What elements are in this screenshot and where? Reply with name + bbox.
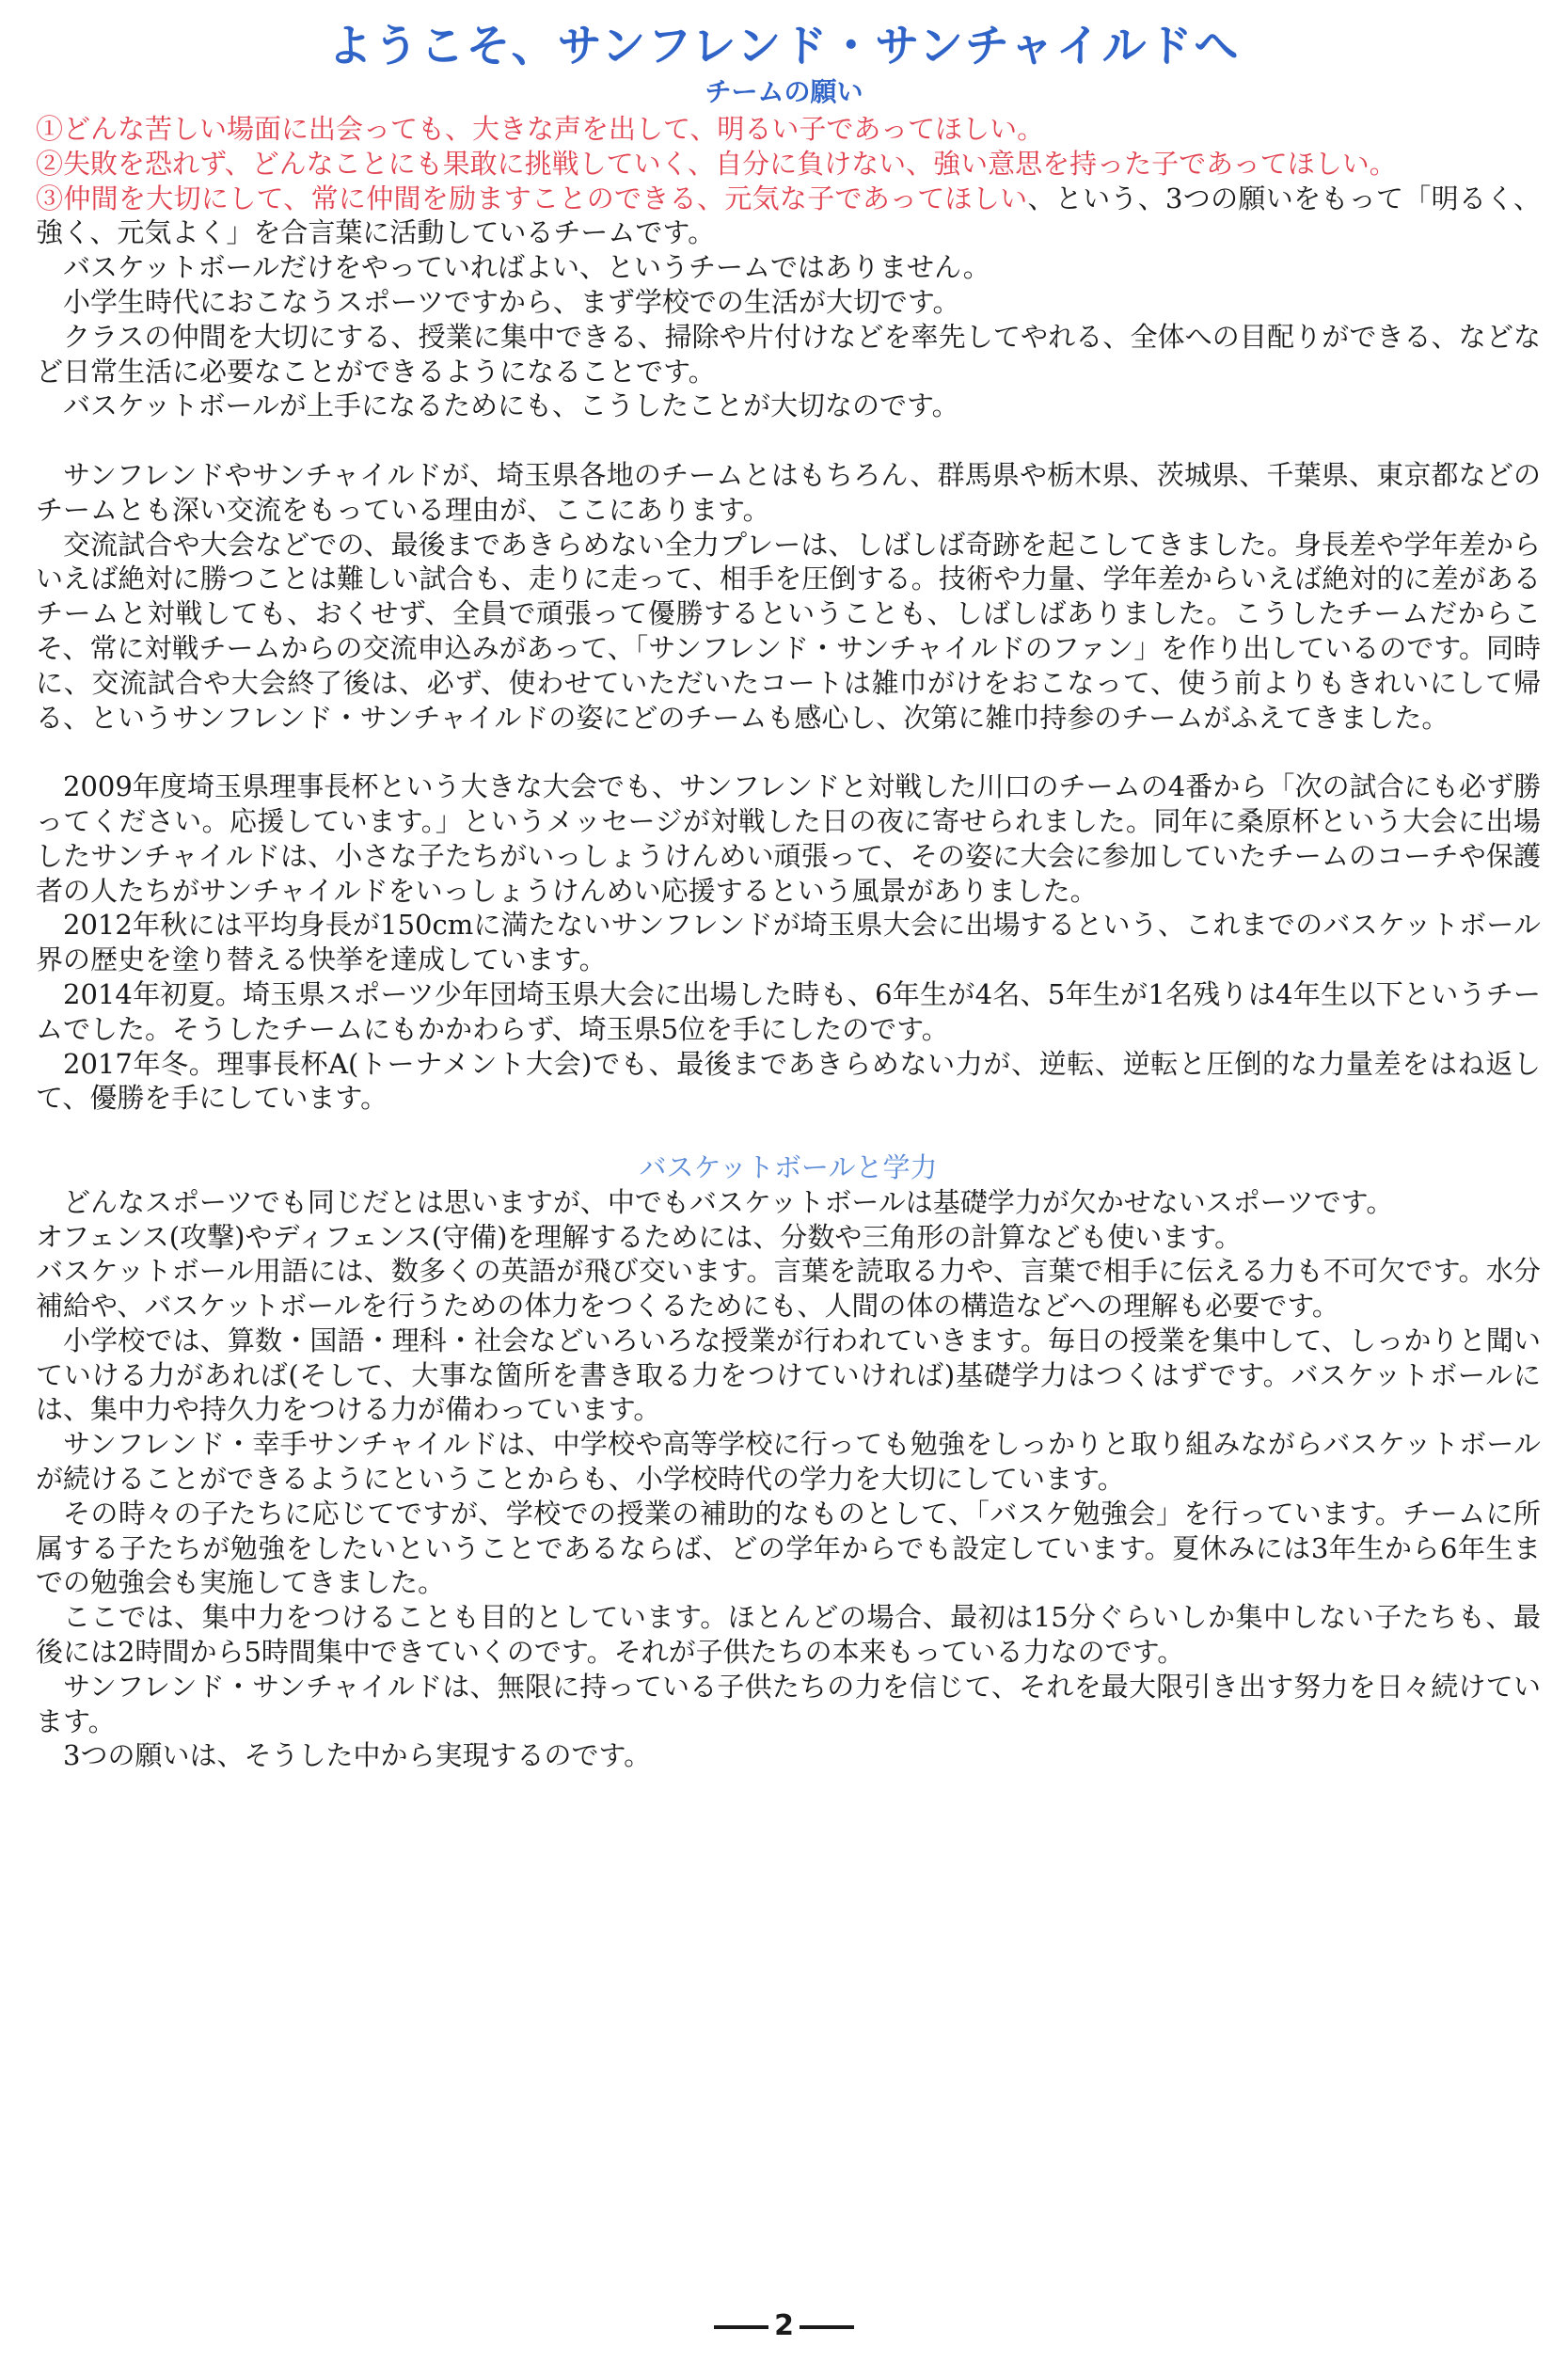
history-paragraph-2009: 2009年度埼玉県理事長杯という大きな大会でも、サンフレンドと対戦した川口のチームの4番から「次の試合にも必ず勝ってください。応援しています。」というメッセージが対戦した日の夜に寄せられました。同年に桑原杯という大会に出場したサンチャイルドは、小さな子たちがいっしょうけんめい頑張って、その姿に大会に参加していたチームのコーチや保護者の人たちがサンチャイルドをいっしょうけんめい応援するという風景がありました。 bbox=[36, 770, 1541, 907]
study-paragraph-1: どんなスポーツでも同じだとは思いますが、中でもバスケットボールは基礎学力が欠かせないスポーツです。 bbox=[63, 1185, 1394, 1218]
exchange-paragraph-1: サンフレンドやサンチャイルドが、埼玉県各地のチームとはもちろん、群馬県や栃木県、茨城県、千葉県、東京都などのチームとも深い交流をもっている理由が、ここにあります。 bbox=[36, 458, 1541, 526]
spacer bbox=[36, 423, 1541, 458]
study-paragraph-6: その時々の子たちに応じてですが、学校での授業の補助的なものとして、「バスケ勉強会」を行っています。チームに所属する子たちが勉強をしたいということであるならば、どの学年からでも設定しています。夏休みには3年生から6年生までの勉強会も実施してきました。 bbox=[36, 1497, 1541, 1599]
study-paragraph-9: 3つの願いは、そうした中から実現するのです。 bbox=[63, 1739, 652, 1772]
spacer bbox=[36, 1116, 1541, 1150]
wish-3-continuation: 、という、3つの願いをもって「明るく、強く、元気よく」を合言葉に活動しているチームです。 bbox=[36, 182, 1542, 249]
page-footer bbox=[0, 2309, 1568, 2342]
intro-paragraph-1: バスケットボールだけをやっていればよい、というチームではありません。 bbox=[63, 251, 990, 284]
wish-3 bbox=[36, 182, 1541, 251]
study-paragraph-2: オフェンス(攻撃)やディフェンス(守備)を理解するためには、分数や三角形の計算なども使います。 bbox=[36, 1220, 1243, 1253]
study-paragraph-3: バスケットボール用語には、数多くの英語が飛び交います。言葉を読取る力や、言葉で相手に伝える力も不可欠です。水分補給や、バスケットボールを行うための体力をつくるためにも、人間の体の構造などへの理解も必要です。 bbox=[36, 1255, 1541, 1323]
history-paragraph-2017: 2017年冬。理事長杯A(トーナメント大会)でも、最後まであきらめない力が、逆転、逆転と圧倒的な力量差をはね返して、優勝を手にしています。 bbox=[36, 1047, 1541, 1115]
section-heading-study: バスケットボールと学力 bbox=[639, 1150, 938, 1183]
spacer bbox=[36, 735, 1541, 769]
study-paragraph-7: ここでは、集中力をつけることも目的としています。ほとんどの場合、最初は15分ぐらいしか集中しない子たちも、最後には2時間から5時間集中できていくのです。それが子供たちの本来もっている力なのです。 bbox=[36, 1601, 1541, 1669]
study-paragraph-4: 小学校では、算数・国語・理科・社会などいろいろな授業が行われていきます。毎日の授業を集中して、しっかりと聞いていける力があれば(そして、大事な箇所を書き取る力をつけていければ)基礎学力はつくはずです。バスケットボールには、集中力や持久力をつける力が備わっています。 bbox=[36, 1324, 1541, 1426]
wish-2: ②失敗を恐れず、どんなことにも果敢に挑戦していく、自分に負けない、強い意思を持った子であってほしい。 bbox=[36, 147, 1397, 180]
history-paragraph-2014: 2014年初夏。埼玉県スポーツ少年団埼玉県大会に出場した時も、6年生が4名、5年生が1名残りは4年生以下というチームでした。そうしたチームにもかかわらず、埼玉県5位を手にしたのです。 bbox=[36, 977, 1541, 1045]
intro-paragraph-3: クラスの仲間を大切にする、授業に集中できる、掃除や片付けなどを率先してやれる、全体への目配りができる、などなど日常生活に必要なことができるようになることです。 bbox=[36, 320, 1541, 388]
exchange-paragraph-2: 交流試合や大会などでの、最後まであきらめない全力プレーは、しばしば奇跡を起こしてきました。身長差や学年差からいえば絶対に勝つことは難しい試合も、走りに走って、相手を圧倒する。技術や力量、学年差からいえば絶対的に差があるチームと対戦しても、おくせず、全員で頑張って優勝するということも、しばしばありました。こうしたチームだからこそ、常に対戦チームからの交流申込みがあって、「サンフレンド・サンチャイルドのファン」を作り出しているのです。同時に、交流試合や大会終了後は、必ず、使わせていただいたコートは雑巾がけをおこなって、使う前よりもきれいにして帰る、というサンフレンド・サンチャイルドの姿にどのチームも感心し、次第に雑巾持参のチームがふえてきました。 bbox=[36, 528, 1541, 734]
page-title: ようこそ、サンフレンド・サンチャイルドへ bbox=[327, 21, 1241, 72]
page-number: 2 bbox=[774, 2309, 794, 2342]
page-subtitle: チームの願い bbox=[705, 76, 863, 107]
intro-paragraph-4: バスケットボールが上手になるためにも、こうしたことが大切なのです。 bbox=[63, 389, 959, 422]
wish-1: ①どんな苦しい場面に出会っても、大きな声を出して、明るい子であってほしい。 bbox=[36, 113, 1045, 145]
footer-rule-left bbox=[714, 2325, 768, 2329]
study-paragraph-5: サンフレンド・幸手サンチャイルドは、中学校や高等学校に行っても勉強をしっかりと取り組みながらバスケットボールが続けることができるようにということからも、小学校時代の学力を大切にしています。 bbox=[36, 1428, 1541, 1496]
wish-3-text: ③仲間を大切にして、常に仲間を励ますことのできる、元気な子であってほしい bbox=[36, 182, 1028, 214]
footer-rule-right bbox=[800, 2325, 854, 2329]
study-paragraph-8: サンフレンド・サンチャイルドは、無限に持っている子供たちの力を信じて、それを最大限引き出す努力を日々続けています。 bbox=[36, 1670, 1541, 1737]
history-paragraph-2012: 2012年秋には平均身長が150cmに満たないサンフレンドが埼玉県大会に出場するという、これまでのバスケットボール界の歴史を塗り替える快挙を達成しています。 bbox=[36, 909, 1541, 976]
intro-paragraph-2: 小学生時代におこなうスポーツですから、まず学校での生活が大切です。 bbox=[63, 285, 960, 318]
article-body bbox=[36, 112, 1541, 1773]
